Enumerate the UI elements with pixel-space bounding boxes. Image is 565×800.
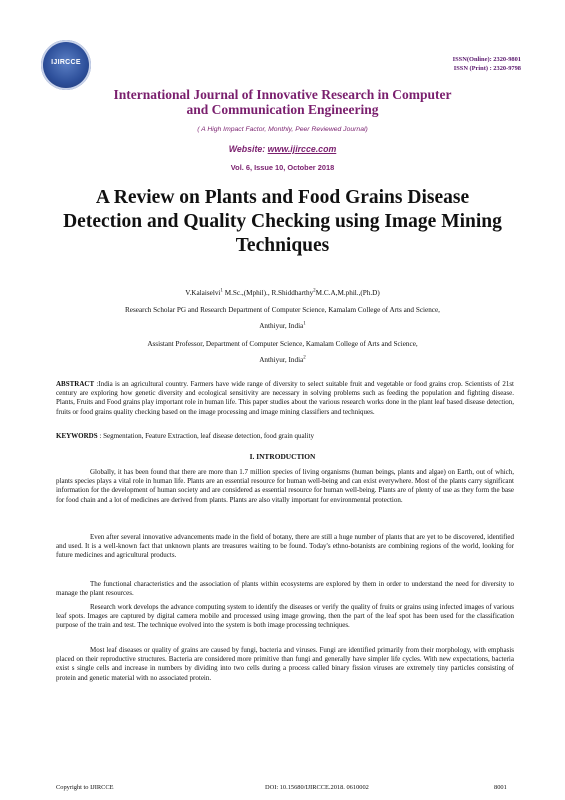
journal-name-line2: and Communication Engineering <box>186 102 379 117</box>
footer-copyright: Copyright to IJIRCCE <box>56 784 114 791</box>
paper-title: A Review on Plants and Food Grains Disease Detection and Quality Checking using Image Mining Techniques <box>63 187 502 256</box>
author-1-sup: 1 <box>220 288 223 294</box>
intro-paragraph: The functional characteristics and the association of plants within ecosystems are explored by them in order to understand the need for diversity to manage the plant resources. <box>56 580 514 598</box>
journal-name-line1: International Journal of Innovative Research in Computer <box>113 87 452 102</box>
affiliation-2-sup: 2 <box>303 355 306 361</box>
affiliation-1-location <box>0 322 565 331</box>
affiliation-2-location <box>0 356 565 365</box>
affiliation-1: Research Scholar PG and Research Department of Computer Science, Kamalam College of Arts and Science, <box>125 306 440 314</box>
abstract-label: ABSTRACT <box>56 380 95 388</box>
abstract <box>56 380 514 417</box>
affiliation-2-loc-text: Anthiyur, India <box>259 356 304 364</box>
keywords-label: KEYWORDS <box>56 432 98 440</box>
website-label: Website: <box>228 144 268 154</box>
journal-subtitle: ( A High Impact Factor, Monthly, Peer Reviewed Journal) <box>197 126 368 133</box>
author-2-sup: 2 <box>313 288 316 294</box>
issn-print: ISSN (Print) : 2320-9798 <box>453 65 521 72</box>
footer-page-number: 8001 <box>494 784 507 791</box>
author-2-degree: M.C.A,M.phil.,(Ph.D) <box>315 289 380 297</box>
author-2: M.Sc.,(Mphil)., R.Shiddharthy <box>222 289 314 297</box>
section-heading-introduction: I. INTRODUCTION <box>249 452 316 461</box>
logo-text: IJIRCCE <box>51 59 81 66</box>
issn-online: ISSN(Online): 2320-9801 <box>452 56 521 63</box>
authors <box>0 289 565 298</box>
intro-paragraph: Even after several innovative advancements made in the field of botany, there are still a huge number of plants that are yet to be discovered, identified and used. It is a well-known fact that unknown plants are treasures waiting to be found. Today's ethno-botanists are combining regions of the world, looking for future medicines and agricultural products. <box>56 533 514 560</box>
affiliation-1-loc-text: Anthiyur, India <box>259 322 304 330</box>
website-line <box>0 144 565 154</box>
keywords-text: : Segmentation, Feature Extraction, leaf disease detection, food grain quality <box>97 432 314 440</box>
intro-paragraph: Globally, it has been found that there are more than 1.7 million species of living organisms (human beings, plants and algae) on Earth, out of which, plants species plays a vital role in human life. Plants are an essential resource for human well-being and can exist everywhere. Most of the plants carry significant information for the development of human society and are considered as essential resource for human well-being. Plants are of plenty of use as they form the base for food chain and a lot of medicines are derived from plants. Plants are also vitally important for environmental protection. <box>56 468 514 504</box>
keywords <box>56 432 514 441</box>
intro-paragraph: Research work develops the advance computing system to identify the diseases or verify the quality of fruits or grains using infected images of various leaf spots. Images are captured by digital camera mobile and processed using image growing, then the part of the leaf spot has been used for the classification purpose of the train and test. The technique evolved into the system is both image processing techniques. <box>56 603 514 630</box>
journal-logo <box>41 40 91 90</box>
abstract-text: :India is an agricultural country. Farmers have wide range of diversity to select suitable fruit and vegetable or food grains crop. Scientists of 21st century are exploring how genetic diversity and ecological sensitivity are necessary in solving problems such as feeding the population and fighting disease. Plants, Fruits and Food grains play important role in human life. This paper studies about the various research works done in the plant leaf based disease detection, fruits or food grains quality checking based on the image processing and image mining classifiers and techniques. <box>56 380 514 416</box>
author-1: V.Kalaiselvi <box>185 289 221 297</box>
footer-doi: DOI: 10.15680/IJIRCCE.2018. 0610002 <box>265 784 369 791</box>
affiliation-1-sup: 1 <box>303 321 306 327</box>
intro-paragraph: Most leaf diseases or quality of grains are caused by fungi, bacteria and viruses. Fungi are identified primarily from their morphology, with emphasis placed on their reproductive structures. Bacteria are considered more primitive than fungi and generally have simpler life cycles. With new expectations, bacteria exist s single cells and increase in numbers by dividing into two cells during a process called binary fission viruses are extremely tiny particles consisting of protein and genetic material with no associated protein. <box>56 646 514 682</box>
journal-name <box>60 87 505 117</box>
affiliation-2: Assistant Professor, Department of Computer Science, Kamalam College of Arts and Science, <box>147 340 418 348</box>
website-link[interactable]: www.ijircce.com <box>267 144 337 154</box>
volume-issue: Vol. 6, Issue 10, October 2018 <box>230 163 335 172</box>
